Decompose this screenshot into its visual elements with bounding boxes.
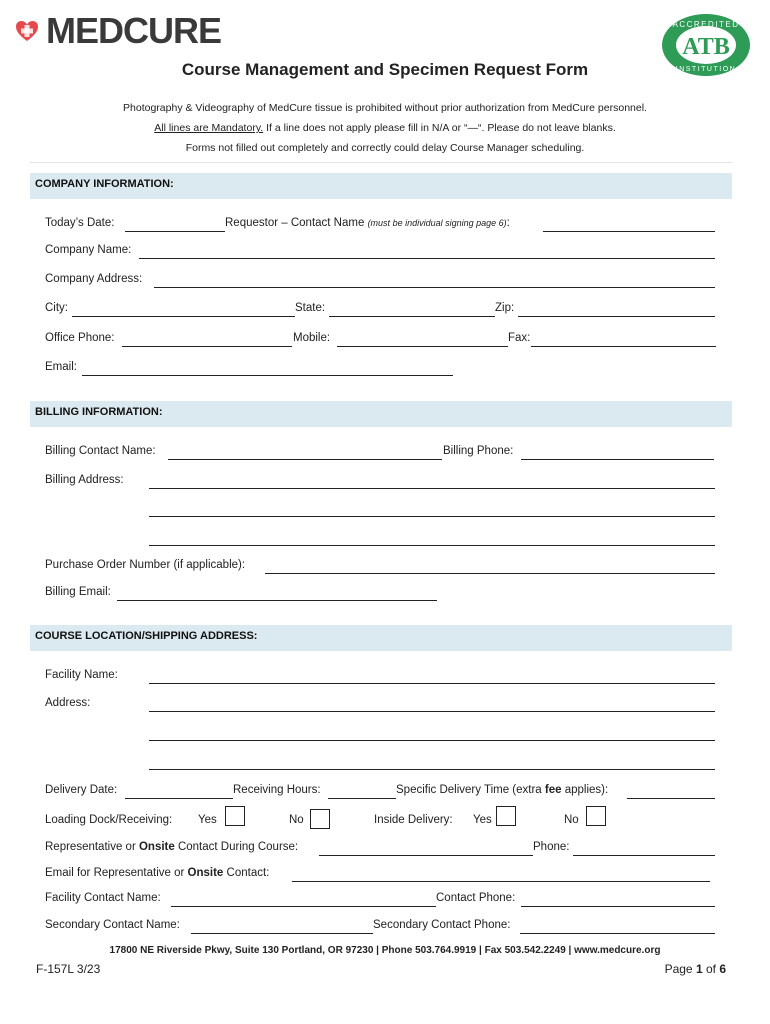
requestor-label: Requestor – Contact Name (must be individual signing page 6): — [225, 217, 510, 229]
email-onsite: Onsite — [187, 867, 224, 879]
medcure-logo — [14, 12, 221, 50]
logo-text: MEDCURE — [46, 10, 222, 51]
billing-address-field-2[interactable] — [149, 516, 715, 517]
page-of: of — [702, 962, 720, 976]
company-section-heading: COMPANY INFORMATION: — [30, 173, 732, 199]
inside-delivery-no-label: No — [564, 814, 579, 826]
page-title: Course Management and Specimen Request Form — [181, 60, 589, 79]
city-label: City: — [45, 302, 68, 314]
mobile-label: Mobile: — [293, 332, 331, 344]
receiving-hours-label: Receiving Hours: — [233, 784, 321, 796]
rep-email-label — [45, 867, 269, 879]
company-address-field[interactable] — [154, 287, 715, 288]
office-phone-field[interactable] — [122, 346, 292, 347]
fax-field[interactable] — [531, 346, 716, 347]
email-field[interactable] — [82, 375, 453, 376]
email-pre: Email for Representative or — [45, 867, 188, 879]
secondary-phone-label: Secondary Contact Phone: — [373, 919, 511, 931]
facility-name-label: Facility Name: — [45, 669, 118, 681]
address-field-1[interactable] — [149, 711, 715, 712]
requestor-field[interactable] — [543, 231, 715, 232]
loading-dock-label: Loading Dock/Receiving: — [45, 814, 173, 826]
intro-line-3: Forms not filled out completely and correctly could delay Course Manager scheduling. — [185, 142, 585, 154]
contact-phone-field[interactable] — [521, 906, 715, 907]
billing-contact-label: Billing Contact Name: — [45, 445, 156, 457]
mandatory-note: All lines are Mandatory. — [154, 122, 264, 134]
loading-dock-no-checkbox[interactable] — [310, 809, 330, 829]
delivery-date-label: Delivery Date: — [45, 784, 118, 796]
course-section-heading: COURSE LOCATION/SHIPPING ADDRESS: — [30, 625, 732, 651]
requestor-label-text: Requestor – Contact Name — [225, 217, 365, 229]
po-number-field[interactable] — [265, 573, 715, 574]
rep-post: Contact During Course: — [174, 841, 299, 853]
zip-field[interactable] — [518, 316, 715, 317]
city-field[interactable] — [72, 316, 295, 317]
billing-phone-label: Billing Phone: — [443, 445, 514, 457]
page-prefix: Page — [664, 962, 696, 976]
rep-onsite: Onsite — [138, 841, 175, 853]
intro-line-2-rest: If a line does not apply please fill in N/A or “—“. Please do not leave blanks. — [263, 122, 616, 134]
todays-date-field[interactable] — [125, 231, 225, 232]
email-label: Email: — [45, 361, 77, 373]
email-post: Contact: — [223, 867, 270, 879]
page-number — [665, 962, 726, 976]
specific-time-field[interactable] — [627, 798, 715, 799]
rep-pre: Representative or — [45, 841, 139, 853]
facility-name-field[interactable] — [149, 683, 715, 684]
billing-section-heading: BILLING INFORMATION: — [30, 401, 732, 427]
specific-time-fee: fee — [544, 784, 562, 796]
page-current: 1 — [695, 962, 703, 976]
loading-dock-yes-label: Yes — [198, 814, 217, 826]
loading-dock-yes-checkbox[interactable] — [225, 806, 245, 826]
footer-address: 17800 NE Riverside Pkwy, Suite 130 Portland, OR 97230 | Phone 503.764.9919 | Fax 503.542.2249 | www.medcure.org — [109, 945, 661, 956]
intro-line-2 — [0, 122, 770, 134]
secondary-phone-field[interactable] — [520, 933, 715, 934]
state-label: State: — [295, 302, 326, 314]
zip-label: Zip: — [495, 302, 515, 314]
billing-contact-field[interactable] — [168, 459, 442, 460]
state-field[interactable] — [329, 316, 495, 317]
page-total: 6 — [719, 962, 726, 976]
contact-phone-label: Contact Phone: — [436, 892, 516, 904]
receiving-hours-field[interactable] — [328, 798, 396, 799]
divider — [30, 162, 732, 163]
inside-delivery-label: Inside Delivery: — [374, 814, 453, 826]
address-field-2[interactable] — [149, 740, 715, 741]
intro-line-1: Photography & Videography of MedCure tissue is prohibited without prior authorization from MedCure personnel. — [123, 102, 647, 114]
loading-dock-no-label: No — [289, 814, 304, 826]
seal-bottom-text: INSTITUTION — [675, 66, 737, 73]
rep-contact-label — [45, 841, 298, 853]
company-address-label: Company Address: — [45, 273, 143, 285]
seal-top-text: ACCREDITED — [672, 20, 740, 29]
billing-address-field-1[interactable] — [149, 488, 715, 489]
secondary-contact-label: Secondary Contact Name: — [45, 919, 180, 931]
office-phone-label: Office Phone: — [45, 332, 115, 344]
delivery-date-field[interactable] — [125, 798, 233, 799]
rep-phone-field[interactable] — [573, 855, 715, 856]
requestor-note: (must be individual signing page 6) — [367, 218, 507, 228]
specific-time-post: applies): — [561, 784, 609, 796]
facility-contact-field[interactable] — [171, 906, 436, 907]
billing-email-field[interactable] — [117, 600, 437, 601]
specific-time-label — [396, 784, 608, 796]
inside-delivery-yes-label: Yes — [473, 814, 492, 826]
rep-contact-field[interactable] — [319, 855, 533, 856]
billing-address-label: Billing Address: — [45, 474, 124, 486]
po-number-label: Purchase Order Number (if applicable): — [45, 559, 246, 571]
heart-cross-icon — [14, 18, 40, 44]
company-name-label: Company Name: — [45, 244, 132, 256]
address-field-3[interactable] — [149, 769, 715, 770]
mobile-field[interactable] — [337, 346, 508, 347]
billing-email-label: Billing Email: — [45, 586, 111, 598]
rep-phone-label: Phone: — [533, 841, 570, 853]
facility-contact-label: Facility Contact Name: — [45, 892, 161, 904]
inside-delivery-no-checkbox[interactable] — [586, 806, 606, 826]
inside-delivery-yes-checkbox[interactable] — [496, 806, 516, 826]
fax-label: Fax: — [508, 332, 531, 344]
billing-address-field-3[interactable] — [149, 545, 715, 546]
rep-email-field[interactable] — [292, 881, 710, 882]
specific-time-pre: Specific Delivery Time (extra — [396, 784, 545, 796]
form-code: F-157L 3/23 — [36, 962, 101, 976]
seal-mark: ATB — [682, 34, 730, 60]
todays-date-label: Today’s Date: — [45, 217, 115, 229]
secondary-contact-field[interactable] — [191, 933, 373, 934]
address-label: Address: — [45, 697, 91, 709]
company-name-field[interactable] — [139, 258, 715, 259]
billing-phone-field[interactable] — [521, 459, 714, 460]
